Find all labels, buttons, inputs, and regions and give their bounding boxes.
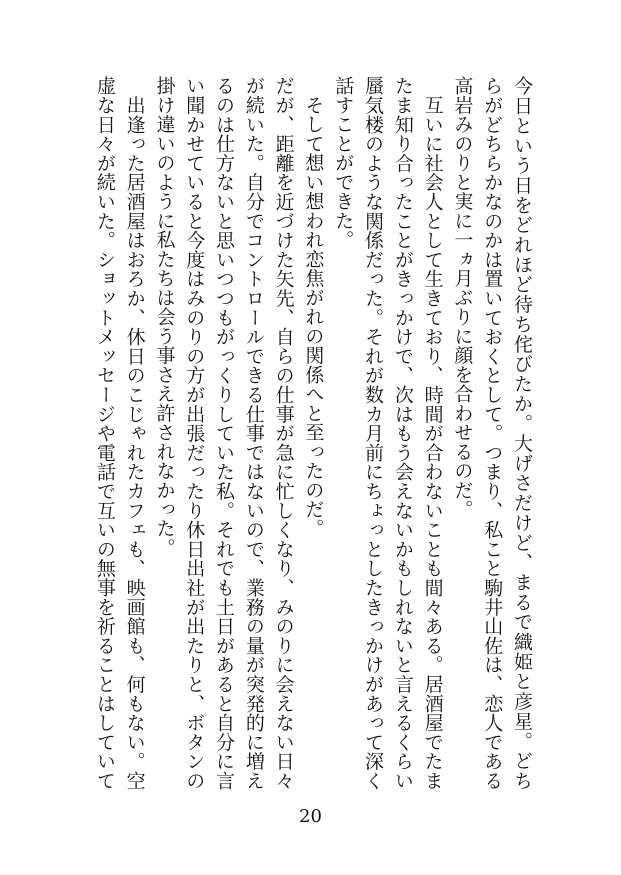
text-column: 高岩みのりと実に一ヵ月ぶりに顔を合わせるのだ。: [451, 76, 474, 519]
text-column: 話すことができた。: [332, 76, 355, 250]
text-column: 出逢った居酒屋はおろか、休日のこじゃれたカフェも、映画館も、何もない。空: [123, 76, 146, 790]
text-column: たま知り合ったことがきっかけで、次はもう会えないかもしれないと言えるくらい: [391, 76, 414, 790]
page-number: 20: [299, 806, 322, 827]
text-column: るのは仕方ないと思いつつもがっくりしていた私。それでも土日があると自分に言: [213, 76, 236, 790]
text-column: い聞かせていると今度はみのりの方が出張だったり休日出社が出たりと、ボタンの: [183, 76, 206, 790]
text-column: らがどちらかなのかは置いておくとして。つまり、私こと駒井山佐は、恋人である: [481, 76, 504, 790]
text-column: 蜃気楼のような関係だった。それが数カ月前にちょっとしたきっかけがあって深く: [362, 76, 385, 790]
text-column: が続いた。自分でコントロールできる仕事ではないので、業務の量が突発的に増え: [242, 76, 265, 790]
text-column: そして想い想われ恋焦がれの関係へと至ったのだ。: [302, 76, 325, 538]
text-column: 掛け違いのように私たちは会う事さえ許されなかった。: [153, 76, 176, 557]
text-column: 互いに社会人として生きており、時間が合わないことも間々ある。居酒屋でたま: [421, 76, 444, 790]
text-column: だが、距離を近づけた矢先、自らの仕事が急に忙しくなり、みのりに会えない日々: [272, 76, 295, 790]
text-column: 虚な日々が続いた。ショットメッセージや電話で互いの無事を祈ることはしていて: [93, 76, 116, 790]
body-text: [89, 76, 536, 790]
text-column: 今日という日をどれほど待ち侘びたか。大げさだけど、まるで織姫と彦星。どち: [511, 76, 533, 790]
